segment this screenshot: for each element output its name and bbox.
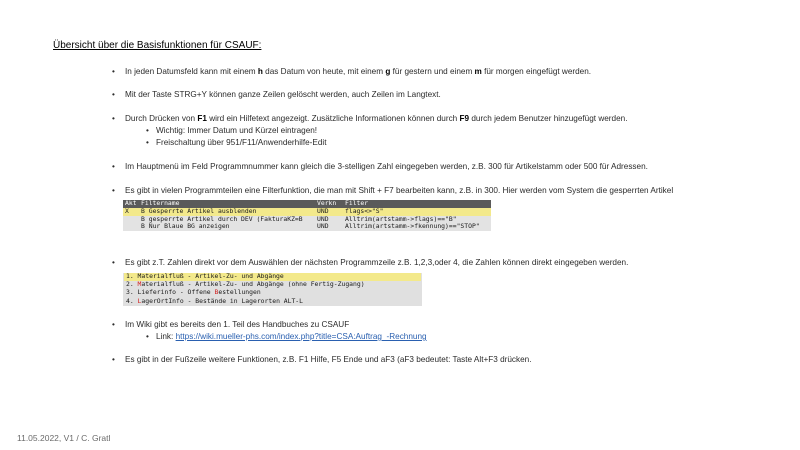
wiki-link[interactable]: https://wiki.mueller-phs.com/index.php?title=CSA:Auftrag_-Rechnung: [175, 332, 427, 341]
table-row[interactable]: [123, 223, 491, 231]
sub-bullet-text: Wichtig: Immer Datum und Kürzel eintragen!: [156, 126, 318, 135]
bullet-icon: •: [112, 320, 115, 329]
menu-item-materialfluss[interactable]: 1. Materialfluß - Artikel-Zu- und Abgänge: [124, 273, 421, 281]
bullet-icon: •: [146, 126, 149, 135]
bullet-text: Es gibt z.T. Zahlen direkt vor dem Auswählen der nächsten Programmzeile z.B. 1,2,3,oder 4, die Zahlen können direkt eingegeben werden.: [125, 258, 629, 267]
table-row[interactable]: [123, 208, 491, 216]
bullet-text: Im Wiki gibt es bereits den 1. Teil des Handbuches zu CSAUF: [125, 320, 350, 329]
slide-footer: 11.05.2022, V1 / C. Gratl: [17, 433, 111, 443]
table-cell: [123, 216, 139, 224]
bullet-text: Durch Drücken von F1 wird ein Hilfetext angezeigt. Zusätzliche Informationen können durch F9 durch jedem Benutzer hinzugefügt werden.: [125, 114, 628, 123]
table-cell: B gesperrte Artikel durch DEV (FakturaKZ=B: [141, 215, 303, 223]
bullet-icon: •: [112, 114, 115, 123]
bullet-icon: •: [112, 67, 115, 76]
table-cell: B Nur Blaue BG anzeigen: [141, 223, 230, 231]
bullet-text: Es gibt in der Fußzeile weitere Funktionen, z.B. F1 Hilfe, F5 Ende und aF3 (aF3 bedeutet: Taste Alt+F3 drücken.: [125, 355, 532, 364]
bullet-text: Im Hauptmenü im Feld Programmnummer kann gleich die 3-stelligen Zahl eingegeben werden, z.B. 300 für Artikelstamm oder 500 für Adressen.: [125, 162, 648, 171]
column-header: Filter: [345, 200, 369, 207]
sub-bullet-text: Link: https://wiki.mueller-phs.com/index.php?title=CSA:Auftrag_-Rechnung: [156, 332, 427, 341]
table-cell: B Gesperrte Artikel ausblenden: [141, 207, 257, 215]
menu-screenshot: [123, 273, 422, 306]
table-cell: flags<>"S": [345, 207, 384, 215]
bullet-text: Mit der Taste STRG+Y können ganze Zeilen gelöscht werden, auch Zeilen im Langtext.: [125, 90, 441, 99]
table-cell: UND: [317, 223, 329, 231]
menu-item-lieferinfo[interactable]: 3. Lieferinfo - Offene Bestellungen: [126, 288, 261, 297]
table-cell: Alltrim(artstamm->flags)=="B": [345, 215, 457, 223]
table-cell: [123, 223, 139, 231]
column-header: Verkn: [317, 200, 337, 207]
column-header: Filtername: [141, 200, 180, 207]
bullet-text: In jeden Datumsfeld kann mit einem h das Datum von heute, mit einem g für gestern und einem m für morgen eingefügt werden.: [125, 67, 592, 76]
bullet-icon: •: [112, 90, 115, 99]
sub-bullet-text: Freischaltung über 951/F11/Anwenderhilfe-Edit: [156, 138, 327, 147]
table-row[interactable]: [123, 216, 491, 224]
menu-item-lagerortinfo[interactable]: 4. LagerOrtInfo - Bestände in Lagerorten ALT-L: [126, 296, 304, 305]
filter-table-screenshot: [123, 200, 491, 231]
bullet-text: Es gibt in vielen Programmteilen eine Filterfunktion, die man mit Shift + F7 bearbeiten kann, z.B. in 300. Hier werden vom System die gesperrten Artikel: [125, 186, 674, 195]
bullet-icon: •: [112, 186, 115, 195]
bullet-icon: •: [112, 162, 115, 171]
bullet-icon: •: [146, 138, 149, 147]
table-cell: Alltrim(artstamm->fkennung)=="STOP": [345, 223, 480, 231]
bullet-icon: •: [112, 355, 115, 364]
column-header: Akt: [125, 200, 137, 207]
menu-item-materialfluss-ohne-fertig[interactable]: 2. Materialfluß - Artikel-Zu- und Abgänge (ohne Fertig-Zugang): [126, 280, 365, 289]
bullet-icon: •: [112, 258, 115, 267]
table-cell: UND: [317, 215, 329, 223]
table-header: [123, 200, 491, 208]
page-title: Übersicht über die Basisfunktionen für CSAUF:: [53, 40, 262, 51]
table-cell: X: [125, 207, 129, 215]
table-cell: UND: [317, 207, 329, 215]
bullet-icon: •: [146, 332, 149, 341]
